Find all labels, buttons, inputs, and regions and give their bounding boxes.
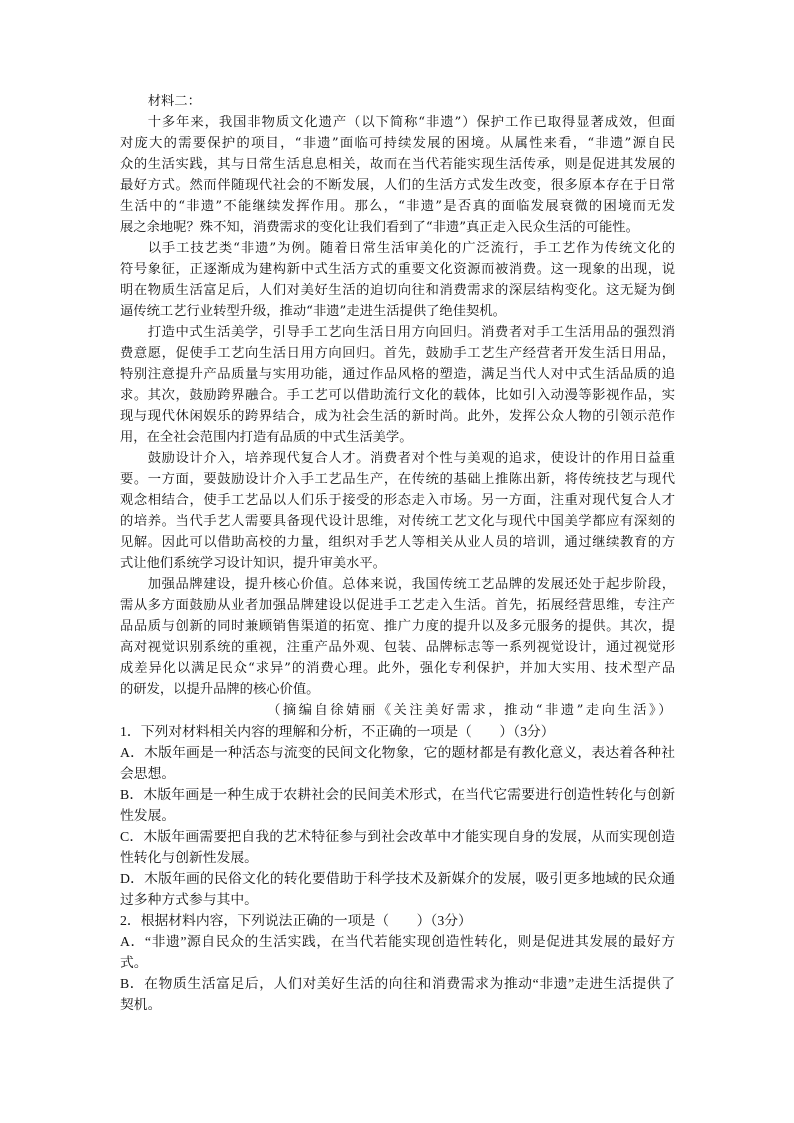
material-paragraph-5 bbox=[120, 574, 675, 700]
material-paragraph-4 bbox=[120, 448, 675, 574]
paragraph-line: 以手工技艺类“非遗”为例。随着日常生活审美化的广泛流行，手工艺作为传统文化的 bbox=[147, 241, 675, 256]
page-content bbox=[120, 91, 675, 1015]
paragraph-line: 展之余地呢？殊不知，消费需求的变化让我们看到了“非遗”真正走入民众生活的可能性。 bbox=[120, 220, 639, 235]
paragraph-line: 打造中式生活美学，引导手工艺向生活日用方向回归。消费者对手工生活用品的强烈消 bbox=[147, 325, 675, 340]
option-line: 性转化与创新性发展。 bbox=[120, 850, 258, 865]
option-line: 式。 bbox=[120, 955, 148, 970]
paragraph-line: 最好方式。然而伴随现代社会的不断发展，人们的生活方式发生改变，很多原本存在于日常 bbox=[120, 178, 675, 193]
option-line: B．在物质生活富足后，人们对美好生活的向往和消费需求为推动“非遗”走进生活提供了 bbox=[120, 976, 675, 991]
material-paragraph-1 bbox=[120, 112, 675, 238]
paragraph-line: 求。其次，鼓励跨界融合。手工艺可以借助流行文化的载体，比如引入动漫等影视作品，实 bbox=[120, 388, 675, 403]
paragraph-line: 符号象征，正逐渐成为建构新中式生活方式的重要文化资源而被消费。这一现象的出现，说 bbox=[120, 262, 675, 277]
paragraph-line: 高对视觉识别系统的重视，注重产品外观、包装、品牌标志等一系列视觉设计，通过视觉形 bbox=[120, 640, 675, 655]
option-line: 过多种方式参与其中。 bbox=[120, 892, 258, 907]
option-a bbox=[120, 742, 675, 784]
paragraph-line: 明在物质生活富足后，人们对美好生活的迫切向往和消费需求的深层结构变化。这无疑为倒 bbox=[120, 283, 675, 298]
paragraph-line: 品品质与创新的同时兼顾销售渠道的拓宽、推广力度的提升以及多元服务的提供。其次，提 bbox=[120, 619, 675, 634]
paragraph-line: 现与现代休闲娱乐的跨界结合，成为社会生活的新时尚。此外，发挥公众人物的引领示范作 bbox=[120, 409, 675, 424]
paragraph-line: 式让他们系统学习设计知识，提升审美水平。 bbox=[120, 556, 386, 571]
paragraph-line: 的研发，以提升品牌的核心价值。 bbox=[120, 682, 320, 697]
option-line: 契机。 bbox=[120, 997, 162, 1012]
question-list bbox=[120, 721, 675, 1015]
question-1 bbox=[120, 721, 675, 910]
paragraph-line: 的培养。当代手艺人需要具备现代设计思维，对传统工艺文化与现代中国美学都应有深刻的 bbox=[120, 514, 675, 529]
paragraph-line: 十多年来，我国非物质文化遗产（以下简称“非遗”）保护工作已取得显著成效，但面 bbox=[147, 115, 675, 130]
paragraph-line: 费意愿，促使手工艺向生活日用方向回归。首先，鼓励手工艺生产经营者开发生活日用品， bbox=[120, 346, 675, 361]
paragraph-line: 众的生活实践，其与日常生活息息相关，故而在当代若能实现生活传承，则是促进其发展的 bbox=[120, 157, 675, 172]
option-b bbox=[120, 784, 675, 826]
paragraph-line: 用，在全社会范围内打造有品质的中式生活美学。 bbox=[120, 430, 413, 445]
paragraph-line: 鼓励设计介入，培养现代复合人才。消费者对个性与美观的追求，使设计的作用日益重 bbox=[147, 451, 675, 466]
material-paragraph-2 bbox=[120, 238, 675, 322]
material-paragraph-3 bbox=[120, 322, 675, 448]
paragraph-line: 要。一方面，要鼓励设计介入手工艺品生产，在传统的基础上推陈出新，将传统技艺与现代 bbox=[120, 472, 675, 487]
option-line: 会思想。 bbox=[120, 766, 176, 781]
reading-material bbox=[120, 91, 675, 721]
paragraph-line: 生活中的“非遗”不能继续发挥作用。那么，“非遗”是否真的面临发展衰微的困境而无发 bbox=[120, 199, 675, 214]
option-b bbox=[120, 973, 675, 1015]
option-line: B．木版年画是一种生成于农耕社会的民间美术形式，在当代它需要进行创造性转化与创新 bbox=[120, 787, 675, 802]
option-line: A．“非遗”源自民众的生活实践，在当代若能实现创造性转化，则是促进其发展的最好方 bbox=[120, 934, 675, 949]
paragraph-line: 逼传统工艺行业转型升级，推动“非遗”走进生活提供了绝佳契机。 bbox=[120, 304, 506, 319]
option-d bbox=[120, 868, 675, 910]
option-line: C．木版年画需要把自我的艺术特征参与到社会改革中才能实现自身的发展，从而实现创造 bbox=[120, 829, 675, 844]
option-line: 性发展。 bbox=[120, 808, 176, 823]
option-c bbox=[120, 826, 675, 868]
paragraph-line: 加强品牌建设，提升核心价值。总体来说，我国传统工艺品牌的发展还处于起步阶段， bbox=[147, 577, 675, 592]
question-2 bbox=[120, 910, 675, 1015]
paragraph-line: 对庞大的需要保护的项目，“非遗”面临可持续发展的困境。从属性来看，“非遗”源自民 bbox=[120, 136, 675, 151]
option-line: A．木版年画是一种活态与流变的民间文化物象，它的题材都是有教化意义，表达着各种社 bbox=[120, 745, 675, 760]
material-source-citation: （摘编自徐婧丽《关注美好需求，推动“非遗”走向生活》） bbox=[267, 703, 674, 718]
paragraph-line: 需从多方面鼓励从业者加强品牌建设以促进手工艺走入生活。首先，拓展经营思维，专注产 bbox=[120, 598, 675, 613]
option-a bbox=[120, 931, 675, 973]
option-line: D．木版年画的民俗文化的转化要借助于科学技术及新媒介的发展，吸引更多地域的民众通 bbox=[120, 871, 675, 886]
question-stem: 1．下列对材料相关内容的理解和分析，不正确的一项是（ ）（3分） bbox=[120, 724, 555, 739]
paragraph-line: 成差异化以满足民众“求异”的消费心理。此外，强化专利保护，并加大实用、技术型产品 bbox=[120, 661, 675, 676]
question-stem: 2．根据材料内容，下列说法正确的一项是（ ）（3分） bbox=[120, 913, 472, 928]
paragraph-line: 特别注意提升产品质量与实用功能，通过作品风格的塑造，满足当代人对中式生活品质的追 bbox=[120, 367, 675, 382]
paragraph-line: 观念相结合，使手工艺品以人们乐于接受的形态走入市场。另一方面，注重对现代复合人才 bbox=[120, 493, 675, 508]
paragraph-line: 见解。因此可以借助高校的力量，组织对手艺人等相关从业人员的培训，通过继续教育的方 bbox=[120, 535, 675, 550]
material-heading: 材料二： bbox=[147, 94, 201, 109]
